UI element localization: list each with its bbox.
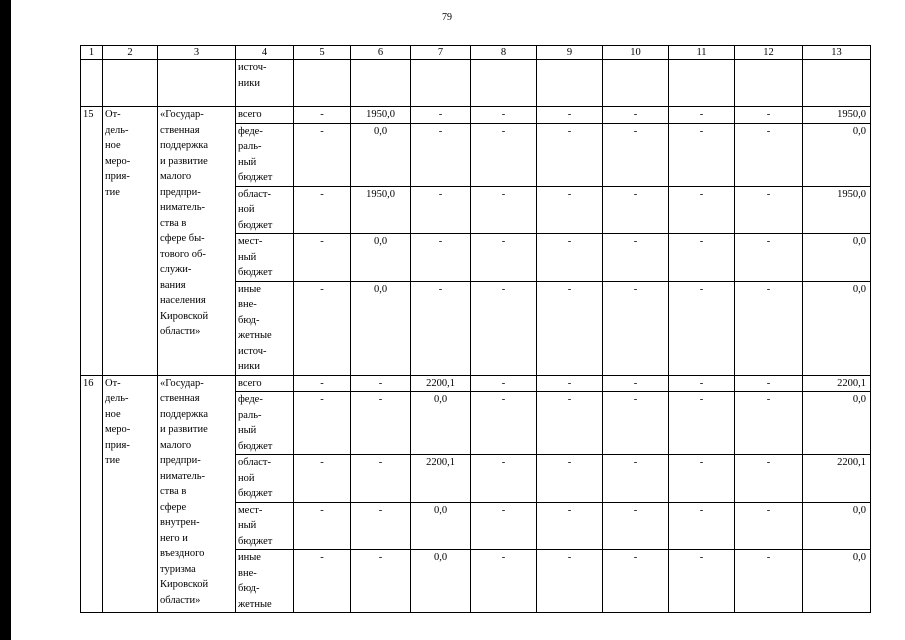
- value-cell: -: [735, 186, 803, 234]
- value-cell: -: [669, 455, 735, 503]
- column-header: 10: [603, 46, 669, 60]
- funding-source-cell: мест- ный бюджет: [236, 234, 294, 282]
- value-cell: -: [294, 234, 351, 282]
- value-cell: -: [735, 123, 803, 186]
- value-cell: -: [411, 281, 471, 375]
- value-cell: -: [669, 502, 735, 550]
- value-cell: -: [294, 123, 351, 186]
- value-cell: -: [735, 455, 803, 503]
- value-cell: -: [537, 186, 603, 234]
- value-cell: -: [351, 375, 411, 392]
- table-cell: [158, 60, 236, 107]
- funding-source-cell: всего: [236, 375, 294, 392]
- value-cell: -: [537, 281, 603, 375]
- value-cell: -: [537, 502, 603, 550]
- funding-source-cell: феде- раль- ный бюджет: [236, 123, 294, 186]
- value-cell: -: [351, 392, 411, 455]
- value-cell: -: [735, 502, 803, 550]
- value-cell: -: [735, 234, 803, 282]
- value-cell: -: [537, 123, 603, 186]
- value-cell: -: [537, 107, 603, 124]
- value-cell: -: [537, 392, 603, 455]
- funding-source-cell: иные вне- бюд- жетные: [236, 550, 294, 613]
- value-cell: -: [603, 455, 669, 503]
- value-cell: 2200,1: [411, 375, 471, 392]
- value-cell: -: [471, 123, 537, 186]
- value-cell: -: [294, 455, 351, 503]
- table-row: [81, 375, 871, 392]
- value-cell: 1950,0: [351, 186, 411, 234]
- table-cell: [603, 60, 669, 107]
- value-cell: -: [294, 502, 351, 550]
- value-cell: -: [669, 123, 735, 186]
- value-cell: 0,0: [351, 281, 411, 375]
- value-cell: -: [603, 550, 669, 613]
- column-header: 1: [81, 46, 103, 60]
- page-number: 79: [442, 12, 452, 23]
- value-cell: -: [294, 375, 351, 392]
- value-cell: -: [735, 550, 803, 613]
- value-cell: -: [735, 281, 803, 375]
- column-header: 4: [236, 46, 294, 60]
- value-cell: 0,0: [411, 550, 471, 613]
- value-cell: -: [471, 375, 537, 392]
- funding-source-cell: всего: [236, 107, 294, 124]
- value-cell: -: [669, 392, 735, 455]
- table-cell: [351, 60, 411, 107]
- total-cell: 0,0: [803, 502, 871, 550]
- column-header: 7: [411, 46, 471, 60]
- column-header: 2: [103, 46, 158, 60]
- value-cell: 0,0: [351, 123, 411, 186]
- value-cell: -: [471, 455, 537, 503]
- value-cell: 2200,1: [411, 455, 471, 503]
- measure-type-cell: От- дель- ное меро- прия- тие: [103, 107, 158, 376]
- table-cell: [669, 60, 735, 107]
- value-cell: -: [471, 502, 537, 550]
- value-cell: -: [351, 455, 411, 503]
- scan-edge-bar: [0, 0, 11, 640]
- total-cell: 1950,0: [803, 107, 871, 124]
- value-cell: 1950,0: [351, 107, 411, 124]
- value-cell: -: [411, 123, 471, 186]
- value-cell: -: [471, 392, 537, 455]
- total-cell: 0,0: [803, 550, 871, 613]
- value-cell: -: [537, 550, 603, 613]
- value-cell: -: [471, 281, 537, 375]
- value-cell: 0,0: [411, 392, 471, 455]
- value-cell: -: [537, 455, 603, 503]
- continuation-row: [81, 60, 871, 107]
- value-cell: -: [603, 186, 669, 234]
- funding-source-cell: мест- ный бюджет: [236, 502, 294, 550]
- total-cell: 0,0: [803, 281, 871, 375]
- column-header: 5: [294, 46, 351, 60]
- value-cell: -: [669, 107, 735, 124]
- funding-source-cell: иные вне- бюд- жетные источ- ники: [236, 281, 294, 375]
- table-cell: [537, 60, 603, 107]
- value-cell: -: [669, 375, 735, 392]
- value-cell: -: [735, 107, 803, 124]
- value-cell: -: [411, 186, 471, 234]
- value-cell: -: [294, 281, 351, 375]
- value-cell: -: [471, 107, 537, 124]
- value-cell: -: [603, 392, 669, 455]
- value-cell: -: [471, 234, 537, 282]
- value-cell: -: [294, 550, 351, 613]
- table-cell: [411, 60, 471, 107]
- total-cell: 2200,1: [803, 455, 871, 503]
- value-cell: -: [471, 550, 537, 613]
- total-cell: 2200,1: [803, 375, 871, 392]
- column-header: 3: [158, 46, 236, 60]
- value-cell: -: [294, 186, 351, 234]
- column-header: 11: [669, 46, 735, 60]
- value-cell: -: [411, 234, 471, 282]
- table-cell: [81, 60, 103, 107]
- value-cell: -: [669, 281, 735, 375]
- funding-source-cell: област- ной бюджет: [236, 186, 294, 234]
- table-cell: [103, 60, 158, 107]
- value-cell: -: [471, 186, 537, 234]
- value-cell: 0,0: [411, 502, 471, 550]
- table-cell: [294, 60, 351, 107]
- value-cell: -: [603, 123, 669, 186]
- measure-name-cell: «Государ- ственная поддержка и развитие малого предпри- ниматель- ства в сфере внутрен- него и въездного туризма Кировской области»: [158, 375, 236, 613]
- value-cell: -: [603, 502, 669, 550]
- table-row: [81, 107, 871, 124]
- header-row: [81, 46, 871, 60]
- value-cell: -: [603, 107, 669, 124]
- measure-name-cell: «Государ- ственная поддержка и развитие малого предпри- ниматель- ства в сфере бы- тового об- служи- вания населения Кировской области»: [158, 107, 236, 376]
- value-cell: -: [603, 375, 669, 392]
- column-header: 9: [537, 46, 603, 60]
- row-number-cell: 15: [81, 107, 103, 376]
- value-cell: -: [669, 234, 735, 282]
- value-cell: 0,0: [351, 234, 411, 282]
- table-cell: [735, 60, 803, 107]
- value-cell: -: [294, 107, 351, 124]
- value-cell: -: [351, 502, 411, 550]
- value-cell: -: [411, 107, 471, 124]
- value-cell: -: [735, 392, 803, 455]
- funding-source-cell: феде- раль- ный бюджет: [236, 392, 294, 455]
- value-cell: -: [537, 375, 603, 392]
- value-cell: -: [603, 234, 669, 282]
- funding-source-cell: област- ной бюджет: [236, 455, 294, 503]
- total-cell: 0,0: [803, 234, 871, 282]
- budget-table: [80, 45, 871, 613]
- total-cell: 0,0: [803, 123, 871, 186]
- column-header: 6: [351, 46, 411, 60]
- value-cell: -: [735, 375, 803, 392]
- column-header: 8: [471, 46, 537, 60]
- column-header: 13: [803, 46, 871, 60]
- total-cell: 1950,0: [803, 186, 871, 234]
- value-cell: -: [294, 392, 351, 455]
- value-cell: -: [669, 550, 735, 613]
- measure-type-cell: От- дель- ное меро- прия- тие: [103, 375, 158, 613]
- value-cell: -: [537, 234, 603, 282]
- column-header: 12: [735, 46, 803, 60]
- value-cell: -: [351, 550, 411, 613]
- total-cell: 0,0: [803, 392, 871, 455]
- funding-source-cell: источ- ники: [236, 60, 294, 107]
- row-number-cell: 16: [81, 375, 103, 613]
- table-cell: [471, 60, 537, 107]
- table-cell: [803, 60, 871, 107]
- value-cell: -: [603, 281, 669, 375]
- value-cell: -: [669, 186, 735, 234]
